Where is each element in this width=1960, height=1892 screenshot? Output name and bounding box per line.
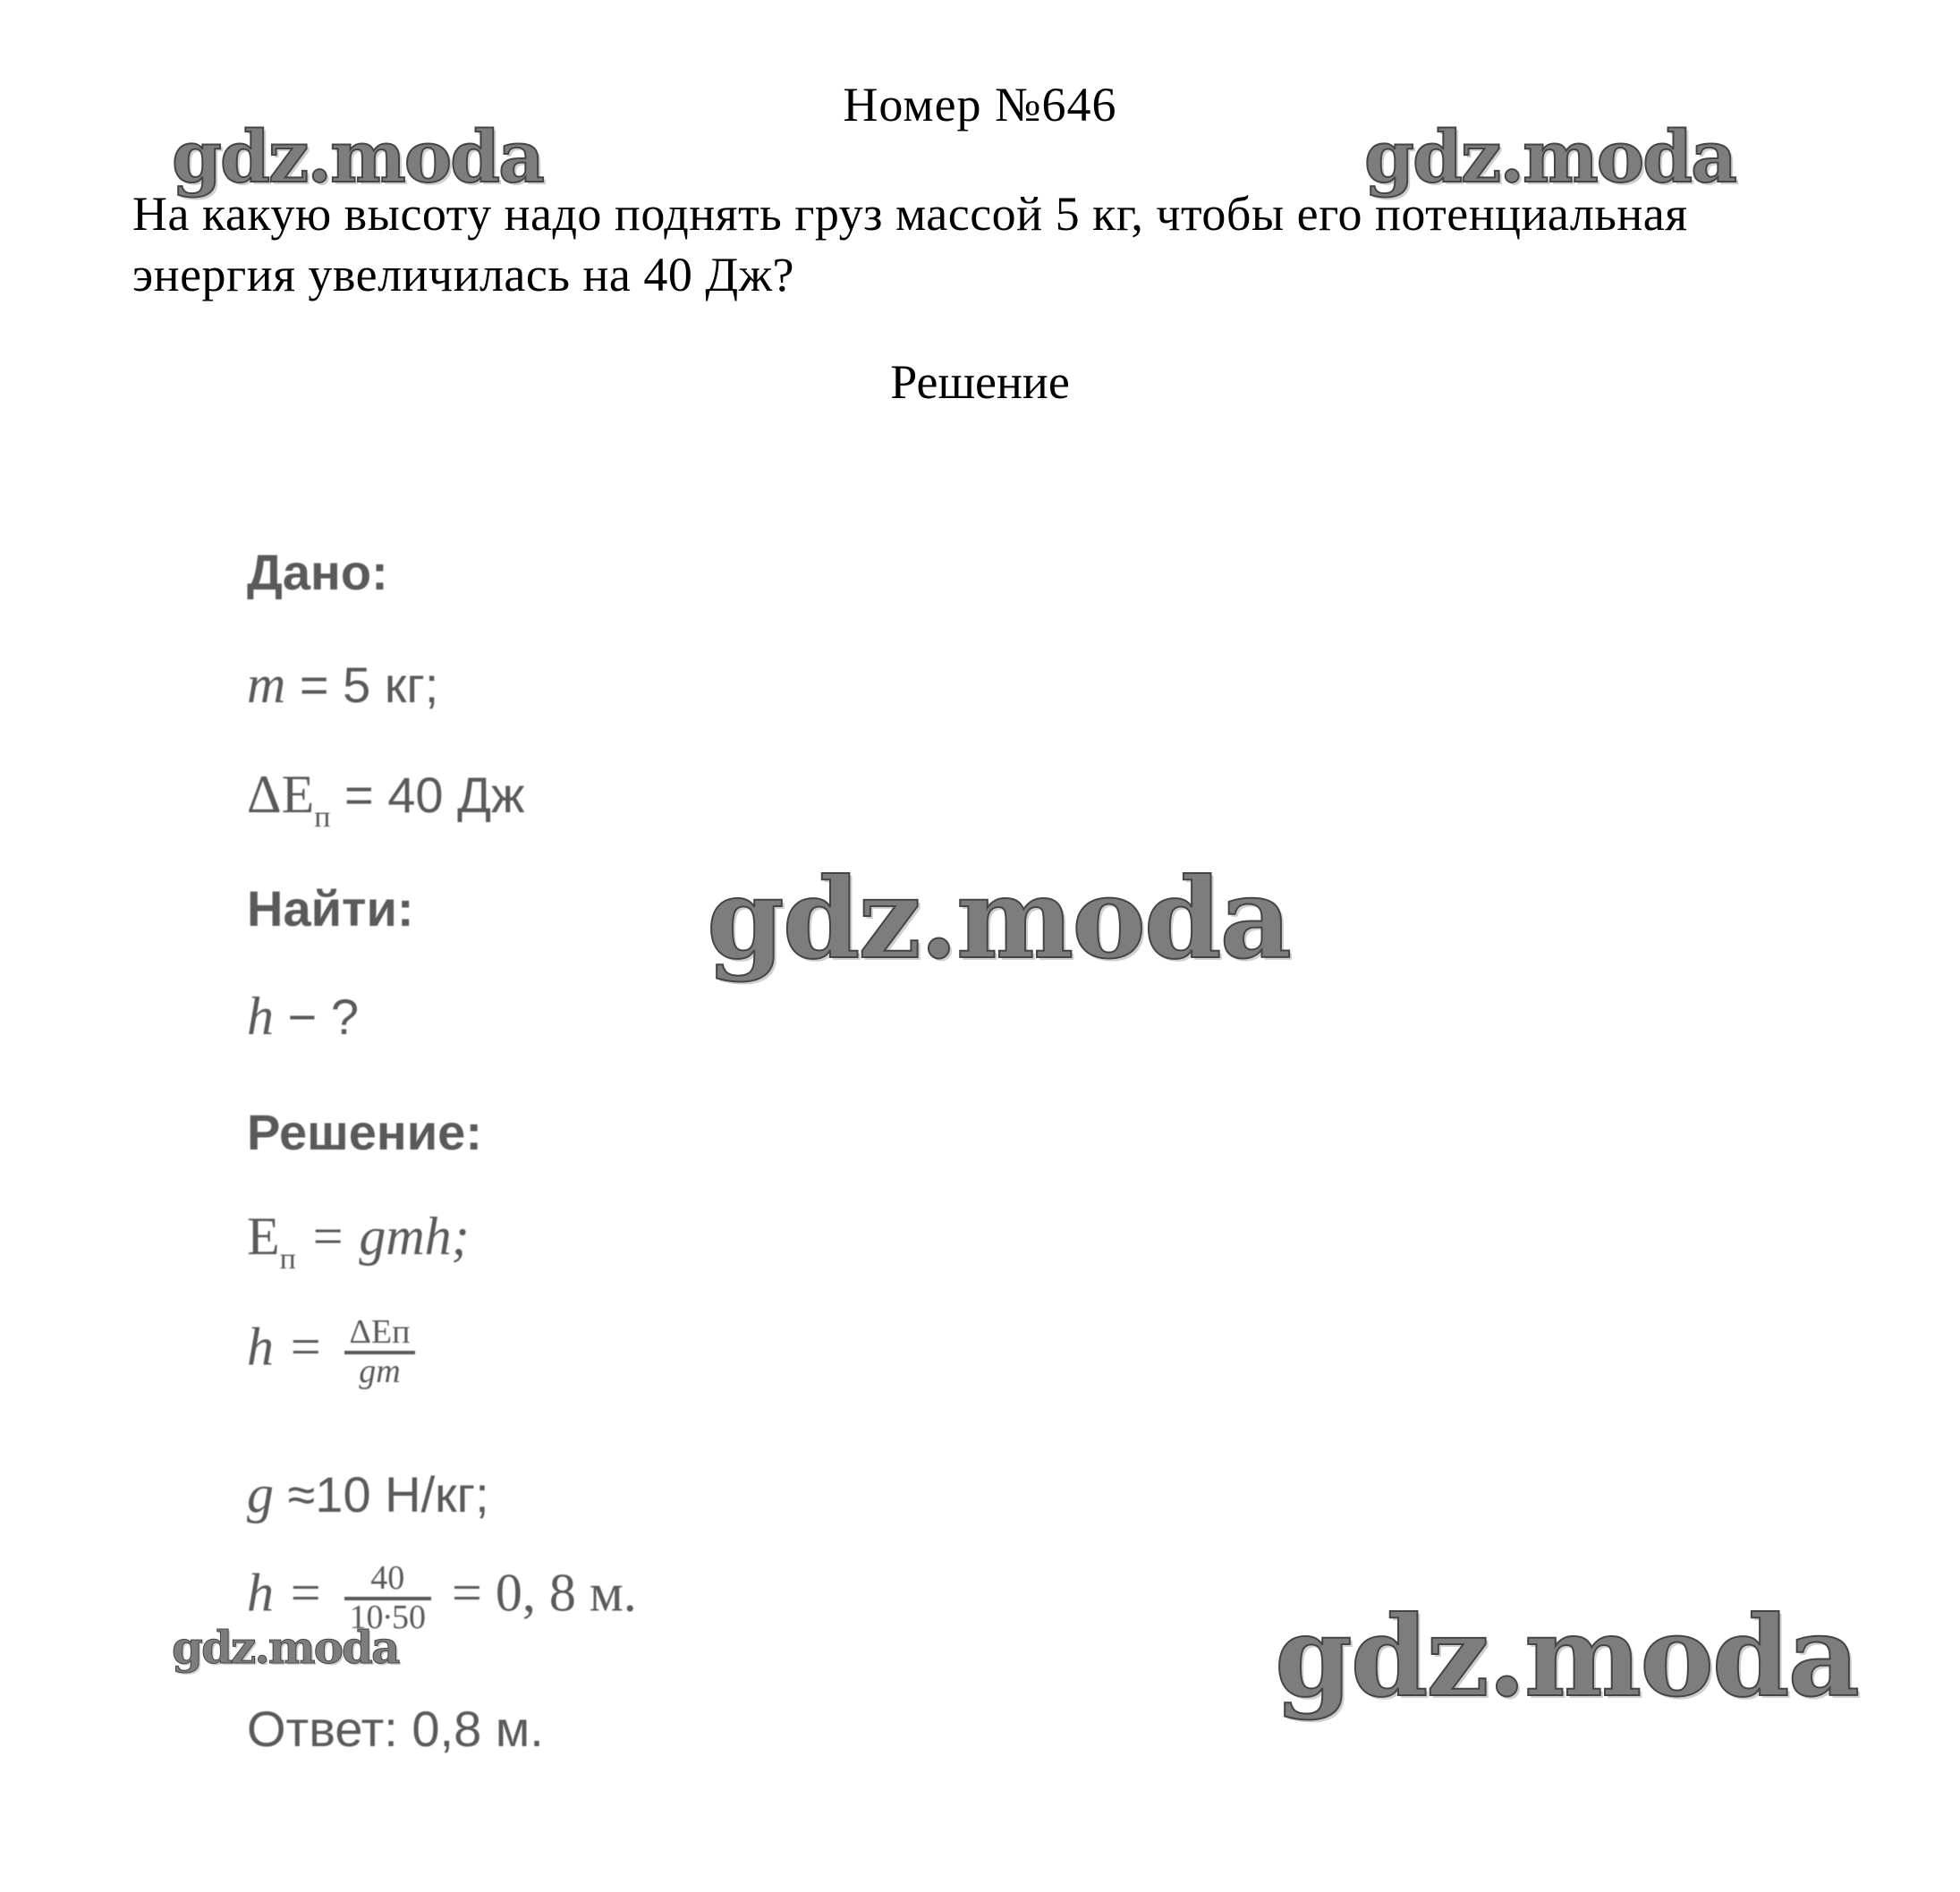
mass-value: = 5 кг; <box>285 657 439 713</box>
answer: Ответ: 0,8 м. <box>247 1701 544 1757</box>
solution-heading: Решение <box>890 355 1070 409</box>
height-variable: h <box>247 987 274 1046</box>
given-energy <box>247 765 525 834</box>
delta-energy-value: = 40 Дж <box>330 767 525 823</box>
gravity-variable: g <box>247 1464 274 1523</box>
find-height-rest: − ? <box>274 988 359 1045</box>
find-height <box>247 987 359 1046</box>
ep-symbol: E <box>247 1207 280 1266</box>
height-calc-result: = 0, 8 м. <box>438 1563 637 1623</box>
find-label: Найти: <box>247 880 414 937</box>
gravity-value-text: ≈10 Н/кг; <box>274 1466 489 1523</box>
delta-energy-subscript: п <box>314 801 331 834</box>
watermark-center: gdz.moda <box>707 854 1290 984</box>
gravity-value <box>247 1464 489 1523</box>
page-title: Номер №646 <box>843 78 1117 132</box>
potential-energy-formula <box>247 1207 470 1276</box>
ep-rest: = gmh; <box>295 1207 470 1266</box>
height-formula <box>247 1315 422 1390</box>
watermark-bottom-small: gdz.moda <box>172 1621 399 1674</box>
delta-energy-symbol: ΔE <box>247 765 315 824</box>
watermark-top-left: gdz.moda <box>172 115 543 199</box>
watermark-bottom-right: gdz.moda <box>1275 1592 1858 1722</box>
height-calc-numerator: 40 <box>344 1561 432 1600</box>
mass-variable: m <box>247 655 286 714</box>
height-calc-denominator: 10∙50 <box>349 1598 426 1636</box>
solution-label: Решение: <box>247 1104 482 1160</box>
height-formula-fraction <box>344 1315 416 1390</box>
problem-text: На какую высоту надо поднять груз массой 5 кг, чтобы его потенциальная энергия увеличилась на 40 Дж? <box>132 187 1688 301</box>
given-mass <box>247 655 439 714</box>
height-calc-lhs: h = <box>247 1563 337 1623</box>
height-formula-lhs: h = <box>247 1317 337 1377</box>
watermark-top-right: gdz.moda <box>1364 115 1735 199</box>
height-formula-denominator: gm <box>359 1352 401 1390</box>
given-label: Дано: <box>247 544 388 600</box>
ep-subscript: п <box>279 1243 296 1276</box>
height-formula-numerator: ΔEп <box>344 1315 416 1354</box>
